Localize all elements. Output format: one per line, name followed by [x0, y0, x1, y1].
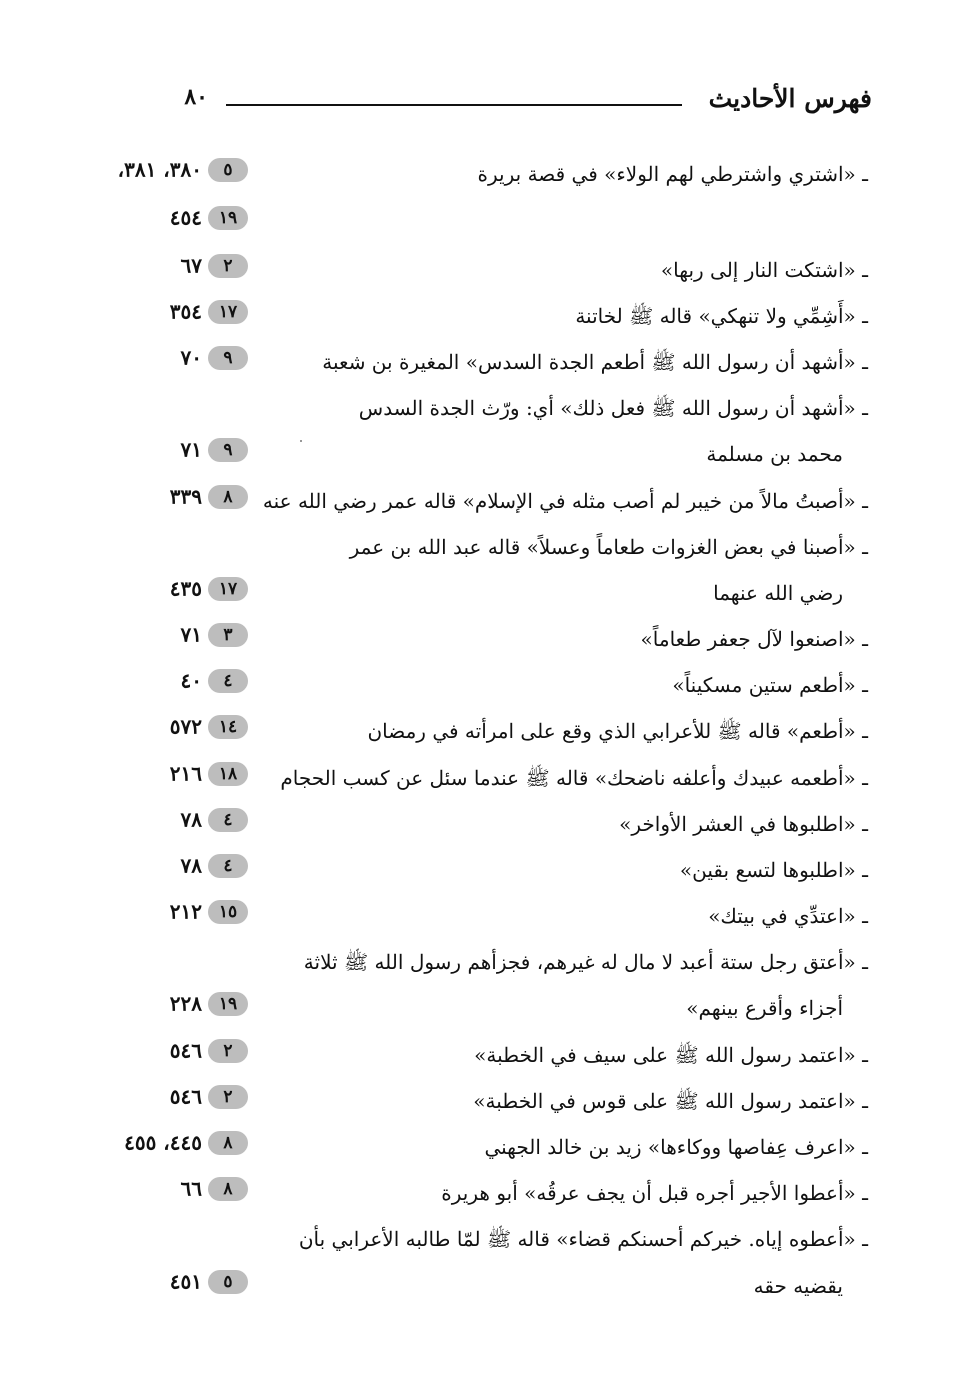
- hadith-text: ـ «أَشِمِّي ولا تنهكي» قاله ﷺ لخاتنة: [575, 304, 868, 328]
- volume-page-reference: [48, 298, 248, 324]
- hadith-text: ـ «اطلبوها في العشر الأواخر»: [619, 812, 868, 836]
- hadith-text-continuation: أجزاء وأقرع بينهم»: [686, 996, 843, 1020]
- hadith-text: ـ «أطعم ستين مسكيناً»: [672, 673, 868, 697]
- page-numbers: ٥٤٦: [169, 1038, 202, 1063]
- page-numbers: ٣٣٩: [169, 484, 202, 509]
- volume-page-reference: [48, 898, 248, 924]
- page-number: ٨٠: [184, 84, 208, 110]
- header-rule: [226, 104, 682, 106]
- volume-page-reference: [48, 1083, 248, 1109]
- page-numbers: ٤٥٤: [169, 205, 202, 230]
- volume-badge: ٣: [208, 623, 248, 647]
- volume-page-reference: [48, 252, 248, 278]
- page-numbers: ٣٨٠، ٣٨١،: [117, 157, 202, 182]
- page-numbers: ٥٧٢: [169, 714, 202, 739]
- hadith-text: ـ «اعتدِّي في بيتك»: [708, 904, 868, 928]
- volume-badge: ٤: [208, 854, 248, 878]
- volume-badge: ١٥: [208, 900, 248, 924]
- page-numbers: ٣٥٤: [169, 299, 202, 324]
- volume-badge: ١٩: [208, 206, 248, 230]
- volume-badge: ٨: [208, 1131, 248, 1155]
- hadith-text: ـ «اعتمد رسول الله ﷺ على قوس في الخطبة»: [473, 1089, 868, 1113]
- volume-badge: ١٨: [208, 762, 248, 786]
- hadith-text: ـ «أصبتُ مالاً من خيبر لم أصب مثله في الإسلام» قاله عمر رضي الله عنه: [262, 489, 868, 513]
- page-numbers: ٢١٢: [169, 899, 202, 924]
- hadith-text: ـ «أشهد أن رسول الله ﷺ أطعم الجدة السدس» المغيرة بن شعبة: [322, 350, 868, 374]
- volume-badge: ٢: [208, 1039, 248, 1063]
- volume-page-reference: [48, 1037, 248, 1063]
- volume-badge: ٤: [208, 669, 248, 693]
- volume-page-reference: [48, 621, 248, 647]
- page-numbers: ٧٨: [180, 853, 202, 878]
- speck: [300, 440, 302, 442]
- hadith-text: ـ «اشتكت النار إلى ربها»: [660, 258, 868, 282]
- volume-page-reference: [48, 667, 248, 693]
- volume-badge: ٥: [208, 1270, 248, 1294]
- volume-page-reference: [48, 1175, 248, 1201]
- page-numbers: ٤٤٥، ٤٥٥: [124, 1130, 202, 1155]
- volume-page-reference: [48, 713, 248, 739]
- page-title: فهرس الأحاديث: [708, 84, 872, 113]
- volume-badge: ٢: [208, 1085, 248, 1109]
- volume-page-reference: [48, 204, 248, 230]
- volume-page-reference: [48, 483, 248, 509]
- page-numbers: ٤٠: [180, 668, 202, 693]
- volume-badge: ١٧: [208, 577, 248, 601]
- hadith-text: ـ «اطلبوها لتسع بقين»: [679, 858, 868, 882]
- volume-badge: ١٧: [208, 300, 248, 324]
- hadith-text: ـ «اصنعوا لآل جعفر طعاماً»: [640, 627, 868, 651]
- hadith-text: ـ «أطعمه عبيدك وأعلفه ناضحك» قاله ﷺ عندما سئل عن كسب الحجام: [280, 766, 868, 790]
- volume-page-reference: [48, 575, 248, 601]
- volume-badge: ٥: [208, 158, 248, 182]
- volume-badge: ١٤: [208, 715, 248, 739]
- hadith-text: ـ «أعتق رجل ستة أعبد لا مال له غيرهم، فجزأهم رسول الله ﷺ ثلاثة: [303, 950, 868, 974]
- volume-page-reference: [48, 344, 248, 370]
- hadith-text: ـ «اشتري واشترطي لهم الولاء» في قصة بريرة: [477, 162, 868, 186]
- hadith-text: ـ «أعطوا الأجير أجره قبل أن يجف عرقُه» أبو هريرة: [441, 1181, 868, 1205]
- hadith-text: ـ «أعطوه إياه. خيركم أحسنكم قضاء» قاله ﷺ لمّا طالبه الأعرابي بأن: [298, 1227, 868, 1251]
- hadith-text: ـ «أصبنا في بعض الغزوات طعاماً وعسلاً» قاله عبد الله بن عمر: [349, 535, 868, 559]
- page-numbers: ٤٥١: [169, 1269, 202, 1294]
- hadith-text: ـ «أطعم» قاله ﷺ للأعرابي الذي وقع على امرأته في رمضان: [367, 719, 868, 743]
- volume-badge: ٩: [208, 438, 248, 462]
- page-numbers: ٤٣٥: [169, 576, 202, 601]
- volume-badge: ٨: [208, 485, 248, 509]
- volume-badge: ٩: [208, 346, 248, 370]
- volume-page-reference: [48, 1129, 248, 1155]
- volume-page-reference: [48, 436, 248, 462]
- volume-badge: ٢: [208, 254, 248, 278]
- page-header: [78, 84, 872, 124]
- volume-page-reference: [48, 156, 248, 182]
- page-numbers: ٦٧: [180, 253, 202, 278]
- page-numbers: ٧٠: [180, 345, 202, 370]
- volume-page-reference: [48, 1268, 248, 1294]
- hadith-text-continuation: يقضيه حقه: [753, 1274, 843, 1298]
- volume-page-reference: [48, 760, 248, 786]
- hadith-text-continuation: محمد بن مسلمة: [706, 442, 843, 466]
- volume-page-reference: [48, 990, 248, 1016]
- hadith-text-continuation: رضي الله عنهما: [713, 581, 843, 605]
- hadith-text: ـ «اعتمد رسول الله ﷺ على سيف في الخطبة»: [474, 1043, 868, 1067]
- hadith-text: ـ «اعرف عِفاصها ووكاءها» زيد بن خالد الجهني: [484, 1135, 868, 1159]
- page-numbers: ٦٦: [180, 1176, 202, 1201]
- volume-badge: ٨: [208, 1177, 248, 1201]
- page-numbers: ٢١٦: [169, 761, 202, 786]
- page-numbers: ٥٤٦: [169, 1084, 202, 1109]
- volume-page-reference: [48, 852, 248, 878]
- page-numbers: ٧١: [180, 622, 202, 647]
- page-numbers: ٧٨: [180, 807, 202, 832]
- volume-badge: ١٩: [208, 992, 248, 1016]
- volume-page-reference: [48, 806, 248, 832]
- page-numbers: ٧١: [180, 437, 202, 462]
- page-numbers: ٢٢٨: [169, 991, 202, 1016]
- volume-badge: ٤: [208, 808, 248, 832]
- hadith-text: ـ «أشهد أن رسول الله ﷺ فعل ذلك» أي: ورّث الجدة السدس: [358, 396, 868, 420]
